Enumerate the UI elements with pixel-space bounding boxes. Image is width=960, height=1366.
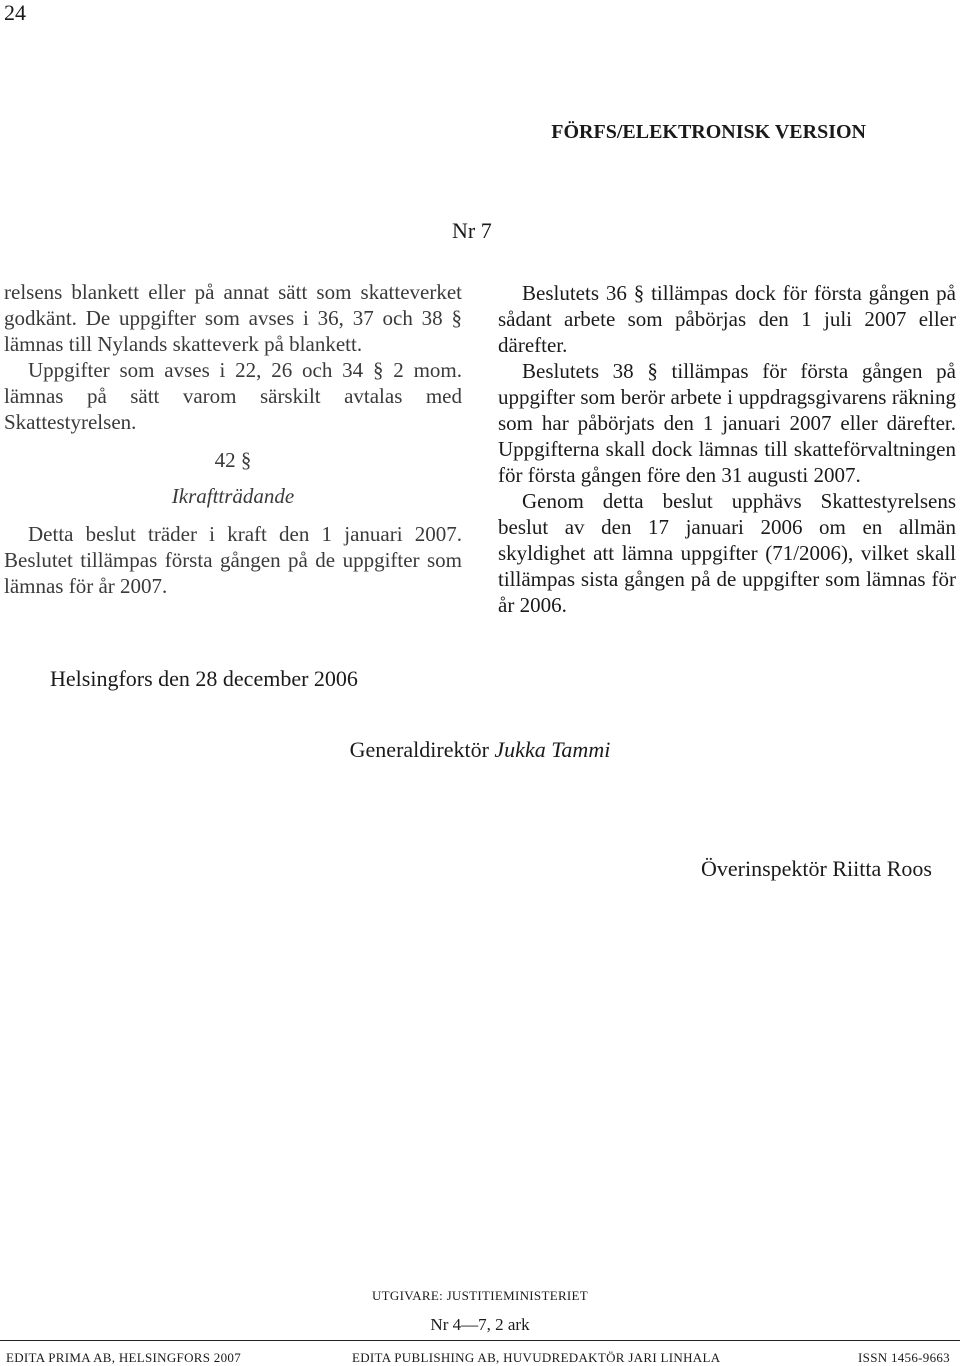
sheet-info: Nr 4—7, 2 ark [430, 1315, 530, 1334]
footer-editor: EDITA PUBLISHING AB, HUVUDREDAKTÖR JARI LINHALA [352, 1350, 721, 1365]
left-paragraph-2: Uppgifter som avses i 22, 26 och 34 § 2 mom. lämnas på sätt varom särskilt avtalas med Skattestyrelsen. [4, 358, 462, 434]
section-number: 42 § [214, 448, 252, 472]
footer-printer: EDITA PRIMA AB, HELSINGFORS 2007 [6, 1350, 242, 1365]
main-signature [0, 737, 960, 763]
right-paragraph-1: Beslutets 36 § tillämpas dock för första gången på sådant arbete som påbörjas den 1 juli 2007 eller därefter. [498, 281, 956, 357]
right-paragraph-3: Genom detta beslut upphävs Skattestyrelsens beslut av den 17 januari 2006 om en allmän skyldighet att lämna uppgifter (71/2006), vilket skall tillämpas sista gången på de uppgifter som lämnas för år 2006. [498, 489, 956, 617]
main-signer-title: Generaldirektör [349, 737, 489, 762]
footer-divider [0, 1340, 960, 1341]
left-paragraph-3: Detta beslut träder i kraft den 1 januari 2007. Beslutet tillämpas första gången på de uppgifter som lämnas för år 2007. [4, 522, 462, 598]
right-paragraph-2: Beslutets 38 § tillämpas för första gången på uppgifter som berör arbete i uppdragsgivarens räkning som har påbörjats den 1 januari 2007 eller därefter. Uppgifterna skall dock lämnas till skatteförvaltningen för första gången före den 31 augusti 2007. [498, 359, 956, 487]
footer-issn: ISSN 1456-9663 [858, 1350, 950, 1365]
issue-number: Nr 7 [452, 218, 492, 243]
main-signer-name: Jukka Tammi [494, 737, 611, 762]
right-column [498, 280, 956, 618]
publisher: UTGIVARE: JUSTITIEMINISTERIET [371, 1288, 589, 1303]
place-date: Helsingfors den 28 december 2006 [50, 666, 358, 691]
section-title: Ikraftträdande [171, 484, 295, 508]
left-column [4, 279, 462, 599]
second-signature: Överinspektör Riitta Roos [701, 856, 932, 881]
page-number: 24 [4, 0, 26, 25]
version-title: FÖRFS/ELEKTRONISK VERSION [551, 121, 866, 143]
left-paragraph-1: relsens blankett eller på annat sätt som skatteverket godkänt. De uppgifter som avses i 36, 37 och 38 § lämnas till Nylands skatteverk på blankett. [4, 280, 462, 356]
